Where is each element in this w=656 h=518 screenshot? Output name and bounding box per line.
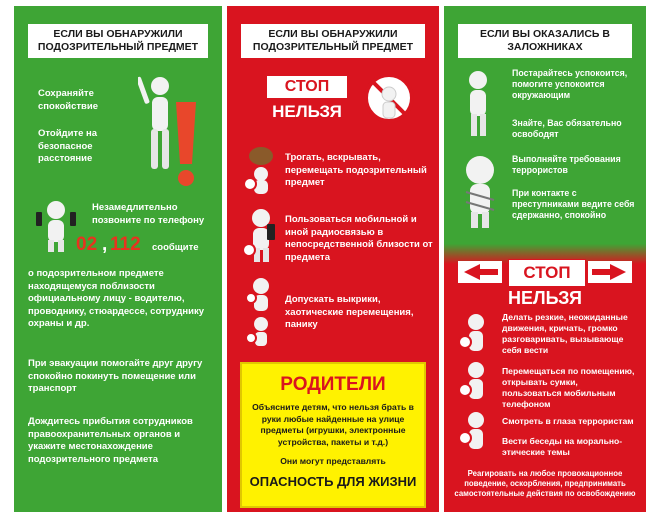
panel3-item-obey: Выполняйте требования террористов [512, 154, 621, 175]
panel3-item-released: Знайте, Вас обязательно освободят [512, 118, 622, 139]
panel1-title: ЕСЛИ ВЫ ОБНАРУЖИЛИ ПОДОЗРИТЕЛЬНЫЙ ПРЕДМЕТ [28, 24, 208, 58]
panel2-item-mobile: Пользоваться мобильной и иной радиосвязью в непосредственной близости от предмета [285, 214, 433, 263]
panel3-stop-label: СТОП [508, 259, 586, 287]
panel-forbidden-actions [227, 6, 439, 512]
panel3-forbidden-label: НЕЛЬЗЯ [508, 288, 582, 308]
panel2-item-touch: Трогать, вскрывать, перемещать подозрительный предмет [285, 152, 427, 188]
forbidden-figure-icon [241, 144, 281, 198]
forbidden-figure-icon [456, 312, 496, 462]
panel1-item-call-tail: сообщите [152, 242, 199, 253]
parents-body: Объясните детям, что нельзя брать в руки любые найденные на улице предметы (игрушки, электронные устройства, пакеты и т.д.) [252, 402, 414, 447]
exclamation-figure-icon [138, 72, 208, 192]
panel3-item-ethics: Вести беседы на морально-этические темы [502, 436, 623, 457]
panel3-item-contact: При контакте с преступниками ведите себя сдержанно, спокойно [512, 188, 635, 220]
panel3-item-calm: Постарайтесь успокоится, помогите успокоится окружающим [512, 68, 628, 100]
parents-danger: ОПАСНОСТЬ ДЛЯ ЖИЗНИ [249, 474, 417, 489]
forbidden-figure-icon [241, 276, 281, 356]
arrow-icon [588, 261, 632, 283]
panel3-footer: Реагировать на любое провокационное поведение, оскорбления, предпринимать самостоятельные действия по освобождению [454, 469, 636, 498]
panel-suspicious-item-actions [14, 6, 222, 512]
parents-note: Они могут представлять [280, 456, 386, 466]
panel1-item-distance: Отойдите на безопасное расстояние [38, 128, 98, 164]
parents-box [240, 362, 426, 508]
panel1-item-report: о подозрительном предмете находящемуся поблизости официальному лицу - водителю, проводнику, стюардессе, сотруднику охраны и др. [28, 268, 205, 329]
panel1-item-call: Незамедлительно позвоните по телефону [92, 202, 205, 226]
phone-02: 02 [76, 234, 98, 255]
panel3-item-move: Перемещаться по помещению, открывать сумки, пользоваться мобильным телефоном [502, 366, 635, 409]
arrow-icon [458, 261, 502, 283]
panel-hostage-actions [444, 6, 646, 512]
panel2-title: ЕСЛИ ВЫ ОБНАРУЖИЛИ ПОДОЗРИТЕЛЬНЫЙ ПРЕДМЕТ [241, 24, 425, 58]
panel1-item-calm: Сохраняйте спокойствие [38, 88, 98, 112]
panel3-item-eyes: Смотреть в глаза террористам [502, 416, 634, 426]
forbidden-figure-icon [241, 206, 281, 266]
panel1-item-wait-police: Дождитесь прибытия сотрудников правоохранительных органов и укажите местонахождение подозрительного предмета [28, 416, 193, 465]
parents-title: РОДИТЕЛИ [280, 374, 386, 395]
hostage-figure-icon [456, 154, 504, 234]
phone-112: 112 [110, 234, 141, 255]
panel1-item-evacuation: При эвакуации помогайте друг другу спокойно покинуть помещение или транспорт [28, 358, 203, 394]
phone-separator: , [102, 234, 108, 255]
panel2-forbidden-label: НЕЛЬЗЯ [272, 102, 342, 121]
panel2-stop-label: СТОП [267, 76, 347, 98]
panel3-title: ЕСЛИ ВЫ ОКАЗАЛИСЬ В ЗАЛОЖНИКАХ [458, 24, 632, 58]
stop-hand-icon [363, 70, 415, 132]
panel3-item-sudden: Делать резкие, неожиданные движения, кричать, громко разговаривать, вызывающе себя вести [502, 312, 628, 355]
panel2-item-panic: Допускать выкрики, хаотические перемещения, панику [285, 294, 414, 330]
